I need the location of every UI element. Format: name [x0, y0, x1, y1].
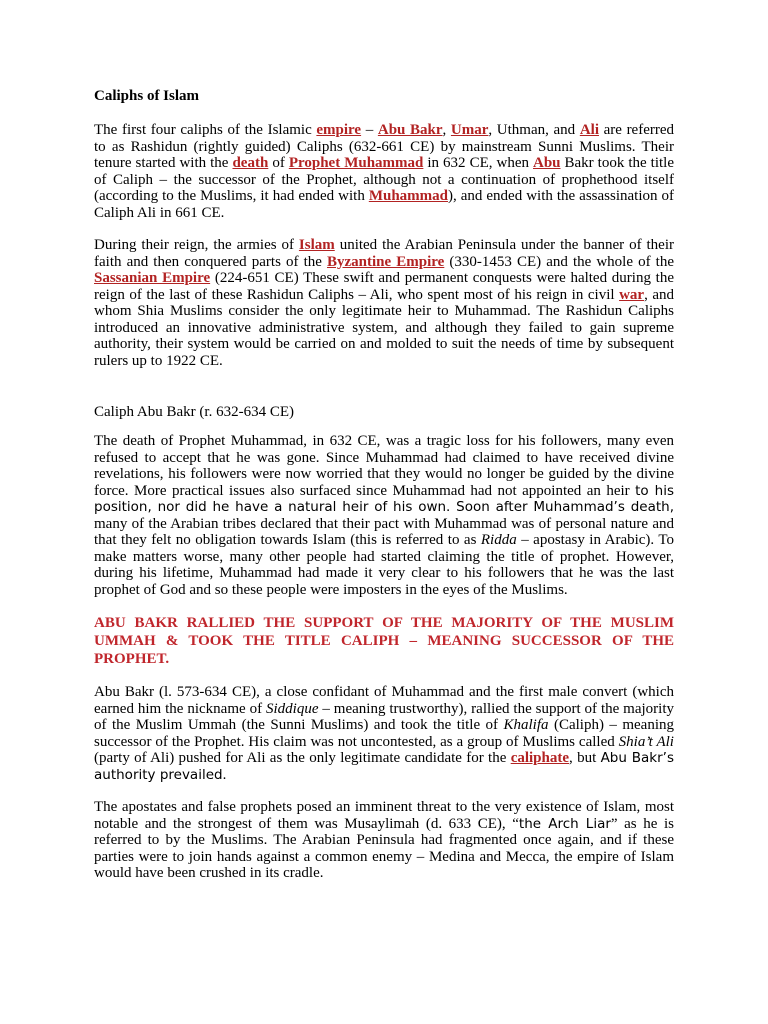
text: in 632 CE, when	[423, 155, 533, 171]
text: Bakr took the title of Caliph – the successor of the Prophet, although not a continuation of prophethood itself (according to the Muslims, it had ended with	[94, 155, 675, 204]
text: of	[268, 155, 289, 171]
text: are referred to as Rashidun (rightly guided) Caliphs (632-661 CE) by mainstream Sunni Muslims. Their tenure started with the	[94, 122, 675, 171]
text: (party of Ali) pushed for Ali as the only legitimate candidate for the	[94, 750, 511, 766]
text: to his position, nor did he have a natural heir of his own. Soon after Muhammad’s death,	[94, 482, 674, 515]
italic-term: Khalifa	[503, 717, 549, 733]
italic-term: Ridda	[480, 532, 517, 548]
death-paragraph	[94, 433, 674, 598]
text: , but	[569, 750, 601, 766]
text: ), and ended with the assassination of Caliph Ali in 661 CE.	[94, 188, 674, 221]
link-war[interactable]: war	[619, 286, 645, 303]
text: ,	[442, 122, 451, 138]
text: (Caliph) – meaning successor of the Prophet. His claim was not uncontested, as a group of Muslims called	[94, 717, 674, 750]
reign-paragraph	[94, 237, 674, 369]
text: , Uthman, and	[488, 122, 580, 138]
text: – apostasy in Arabic). To make matters worse, many other people had started claiming the title of prophet. However, during his lifetime, Muhammad had made it very clear to his followers that he was the last prophet of God and so these people were imposters in the eyes of the Muslims.	[94, 532, 674, 598]
italic-term: Shia’t Ali	[618, 733, 674, 750]
text: The apostates and false prophets posed an imminent threat to the very existence of Islam, most notable and the strongest of them was Musaylimah (d. 633 CE), “	[94, 799, 674, 832]
link-byzantine-empire[interactable]: Byzantine Empire	[327, 253, 445, 270]
text: ” as he is referred to by the Muslims. The Arabian Peninsula had fragmented once again, and if these parties were to join hands against a common enemy – Medina and Mecca, the empire of Islam would have been crushed in its cradle.	[94, 815, 674, 881]
link-ali[interactable]: Ali	[579, 122, 599, 138]
text: During their reign, the armies of	[94, 237, 299, 253]
link-umar[interactable]: Umar	[450, 122, 489, 138]
intro-paragraph	[94, 122, 674, 221]
page-title: Caliphs of Islam	[94, 88, 200, 104]
italic-term: Siddique	[265, 700, 319, 717]
text: Abu Bakr (l. 573-634 CE), a close confidant of Muhammad and the first male convert (which earned him the nickname of	[94, 684, 674, 717]
text: Abu Bakr’s authority prevailed	[94, 750, 674, 783]
text: (224-651 CE) These swift and permanent conquests were halted during the reign of the last of these Rashidun Caliphs – Ali, who spent most of his reign in civil	[94, 270, 674, 303]
link-abu[interactable]: Abu	[532, 155, 561, 171]
text: , and whom Shia Muslims consider the only legitimate heir to Muhammad. The Rashidun Caliphs introduced an innovative administrative system, and although they failed to gain supreme authority, their system would be carried on and molded to suit the needs of time by subsequent rulers up to 1922 CE.	[94, 286, 674, 369]
link-abu-bakr[interactable]: Abu Bakr	[377, 122, 443, 138]
text: The death of Prophet Muhammad, in 632 CE, was a tragic loss for his followers, many even refused to accept that he was gone. Since Muhammad had claimed to have received divine revelations, his followers were now worried that they would no longer be guided by the divine force. More practical issues also surfaced since Muhammad had not appointed an heir	[94, 433, 674, 499]
link-death[interactable]: death	[232, 155, 269, 171]
text: many of the Arabian tribes declared that their pact with Muhammad was of personal nature and that they felt no obligation towards Islam (this is referred to as	[94, 515, 674, 548]
apostates-paragraph	[94, 799, 674, 882]
text: – meaning trustworthy), rallied the support of the majority of the Muslim Ummah (the Sunni Muslims) and took the title of	[94, 700, 675, 733]
link-empire[interactable]: empire	[316, 122, 362, 138]
text: (330-1453 CE) and the whole of the	[444, 253, 674, 270]
text: –	[361, 122, 378, 138]
text: the Arch Liar	[518, 815, 611, 832]
text: united the Arabian Peninsula under the banner of their faith and then conquered parts of the	[94, 237, 675, 270]
link-islam[interactable]: Islam	[298, 237, 335, 253]
section-heading: ABU BAKR RALLIED THE SUPPORT OF THE MAJORITY OF THE MUSLIM UMMAH & TOOK THE TITLE CALIPH – MEANING SUCCESSOR OF THE PROPHET.	[94, 615, 674, 667]
text: .	[222, 766, 227, 783]
link-sassanian-empire[interactable]: Sassanian Empire	[94, 270, 211, 286]
text: The first four caliphs of the Islamic	[94, 122, 317, 138]
link-muhammad[interactable]: Muhammad	[368, 188, 448, 204]
abu-bakr-paragraph	[94, 684, 674, 783]
link-caliphate[interactable]: caliphate	[510, 750, 570, 766]
link-prophet-muhammad[interactable]: Prophet Muhammad	[288, 155, 424, 171]
section-subheading: Caliph Abu Bakr (r. 632-634 CE)	[94, 404, 294, 420]
